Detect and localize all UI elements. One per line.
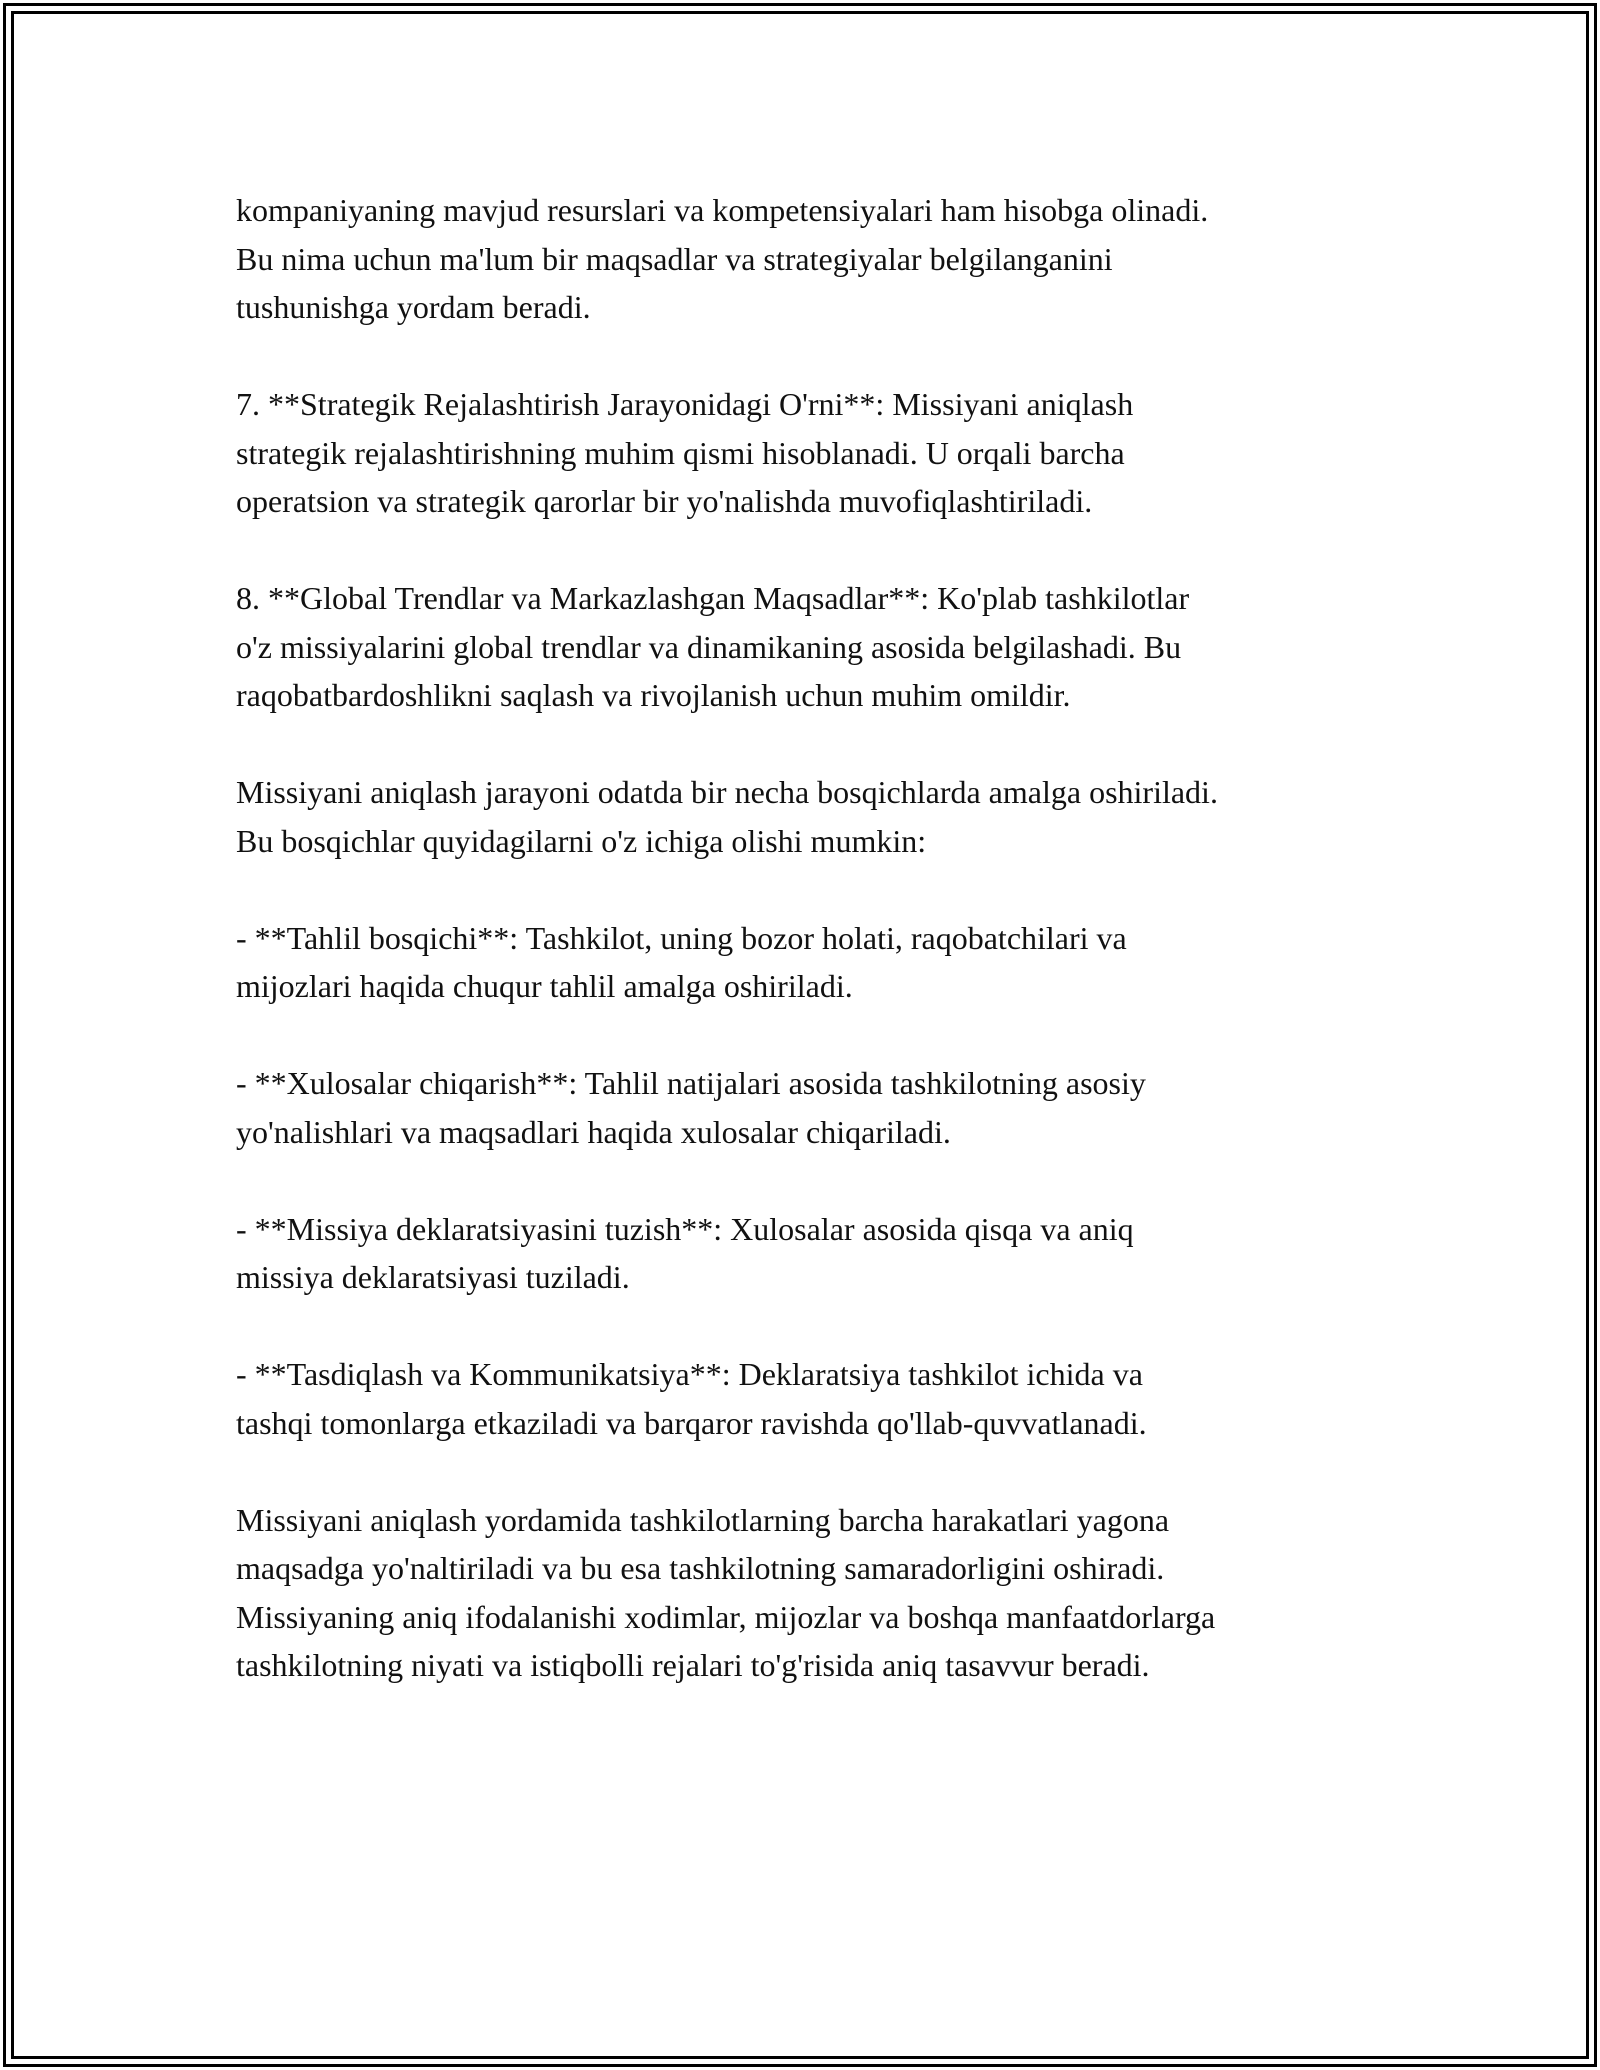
paragraph-conclusion: Missiyani aniqlash yordamida tashkilotlarning barcha harakatlari yagona maqsadga yo'naltiriladi va bu esa tashkilotning samaradorligini oshiradi. Missiyaning aniq ifodalanishi xodimlar, mijozlar va boshqa manfaatdorlarga tashkilotning niyati va istiqbolli rejalari to'g'risida aniq tasavvur beradi.	[236, 1501, 1216, 1683]
paragraph-strategic-planning: 7. **Strategik Rejalashtirish Jarayonidagi O'rni**: Missiyani aniqlash strategik rejalashtirishning muhim qismi hisoblanadi. U orqali barcha operatsion va strategik qarorlar bir yo'nalishda muvofiqlashtiriladi.	[236, 386, 1134, 519]
paragraph-process-intro: Missiyani aniqlash jarayoni odatda bir necha bosqichlarda amalga oshiriladi. Bu bosqichlar quyidagilarni o'z ichiga olishi mumkin:	[236, 774, 1218, 859]
list-item-analysis: - **Tahlil bosqichi**: Tashkilot, uning bozor holati, raqobatchilari va mijozlari haqida chuqur tahlil amalga oshiriladi.	[236, 919, 1127, 1004]
list-item-mission-statement: - **Missiya deklaratsiyasini tuzish**: Xulosalar asosida qisqa va aniq missiya deklaratsiyasi tuziladi.	[236, 1210, 1134, 1295]
paragraph-resources: kompaniyaning mavjud resurslari va kompetensiyalari ham hisobga olinadi. Bu nima uchun ma'lum bir maqsadlar va strategiyalar belgilanganini tushunishga yordam beradi.	[236, 192, 1209, 325]
list-item-conclusions: - **Xulosalar chiqarish**: Tahlil natijalari asosida tashkilotning asosiy yo'nalishlari va maqsadlari haqida xulosalar chiqariladi.	[236, 1065, 1146, 1150]
document-body	[236, 186, 1386, 1690]
list-item-approval: - **Tasdiqlash va Kommunikatsiya**: Deklaratsiya tashkilot ichida va tashqi tomonlarga etkaziladi va barqaror ravishda qo'llab-quvvatlanadi.	[236, 1356, 1147, 1441]
paragraph-global-trends: 8. **Global Trendlar va Markazlashgan Maqsadlar**: Ko'plab tashkilotlar o'z missiyalarini global trendlar va dinamikaning asosida belgilashadi. Bu raqobatbardoshlikni saqlash va rivojlanish uchun muhim omildir.	[236, 580, 1190, 713]
